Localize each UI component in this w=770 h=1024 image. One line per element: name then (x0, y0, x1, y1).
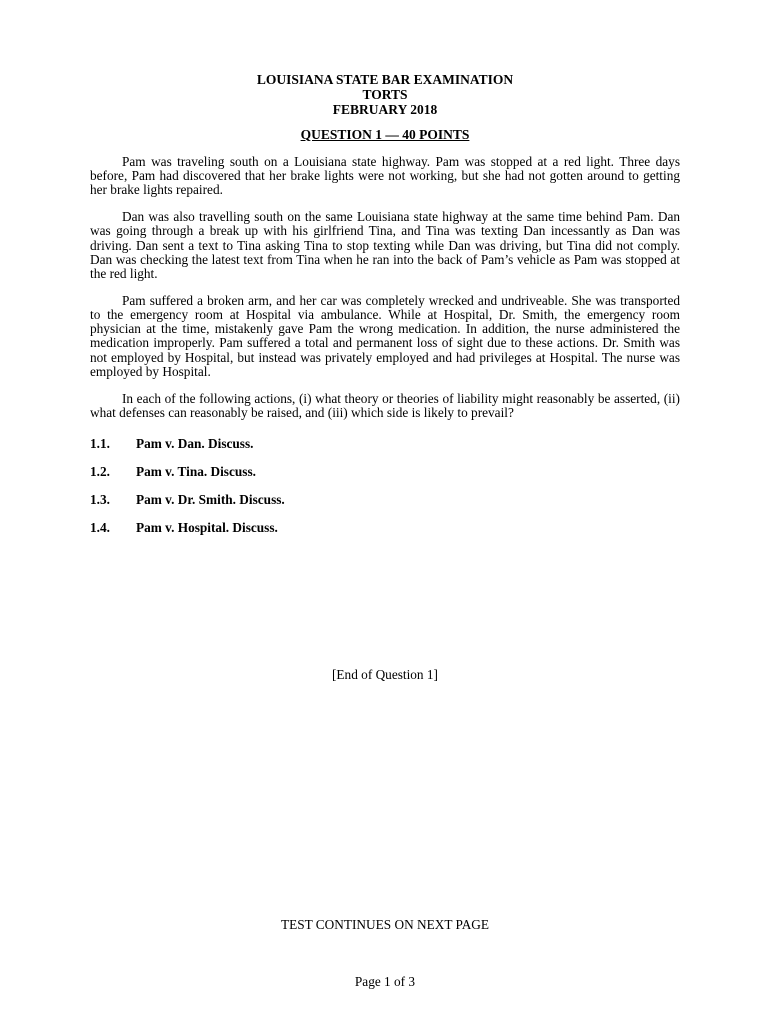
sub-question-text: Pam v. Tina. Discuss. (136, 464, 256, 479)
paragraph-facts-injury: Pam suffered a broken arm, and her car was completely wrecked and undriveable. She was transported to the emergency room at Hospital via ambulance. While at Hospital, Dr. Smith, the emergency room physician at the time, mistakenly gave Pam the wrong medication. In addition, the nurse administered the medication improperly. Pam suffered a total and permanent loss of sight due to these actions. Dr. Smith was not employed by Hospital, but instead was privately employed and had privileges at Hospital. The nurse was employed by Hospital. (90, 292, 680, 379)
end-of-question: [End of Question 1] (332, 667, 438, 682)
page-number: Page 1 of 3 (354, 974, 416, 989)
exam-header (0, 72, 770, 117)
sub-question (90, 492, 680, 506)
sub-question-list (90, 436, 680, 548)
paragraph-facts-pam: Pam was traveling south on a Louisiana state highway. Pam was stopped at a red light. Three days before, Pam had discovered that her brake lights were not working, but she had not gotten around to getting her brake lights repaired. (90, 154, 680, 198)
question-body (90, 155, 680, 433)
sub-question (90, 520, 680, 534)
sub-question-number: 1.3. (90, 492, 110, 507)
sub-question-number: 1.4. (90, 520, 110, 535)
sub-question-text: Pam v. Dr. Smith. Discuss. (136, 492, 285, 507)
sub-question-text: Pam v. Hospital. Discuss. (136, 520, 278, 535)
sub-question (90, 464, 680, 478)
sub-question-text: Pam v. Dan. Discuss. (136, 436, 254, 451)
exam-title: LOUISIANA STATE BAR EXAMINATION (256, 72, 514, 87)
sub-question-number: 1.2. (90, 464, 110, 479)
exam-subject: TORTS (362, 87, 408, 102)
sub-question-number: 1.1. (90, 436, 110, 451)
sub-question (90, 436, 680, 450)
exam-date: FEBRUARY 2018 (332, 102, 438, 117)
continues-notice: TEST CONTINUES ON NEXT PAGE (280, 917, 490, 932)
question-title: QUESTION 1 — 40 POINTS (300, 127, 470, 142)
paragraph-facts-dan: Dan was also travelling south on the same Louisiana state highway at the same time behind Pam. Dan was going through a break up with his girlfriend Tina, and Tina was texting Dan incessantly as Dan was driving. Dan sent a text to Tina asking Tina to stop texting while Dan was driving, but Tina did not comply. Dan was checking the latest text from Tina when he ran into the back of Pam’s vehicle as Pam was stopped at the red light. (90, 209, 680, 282)
paragraph-instructions: In each of the following actions, (i) what theory or theories of liability might reasonably be asserted, (ii) what defenses can reasonably be raised, and (iii) which side is likely to prevail? (90, 390, 680, 420)
